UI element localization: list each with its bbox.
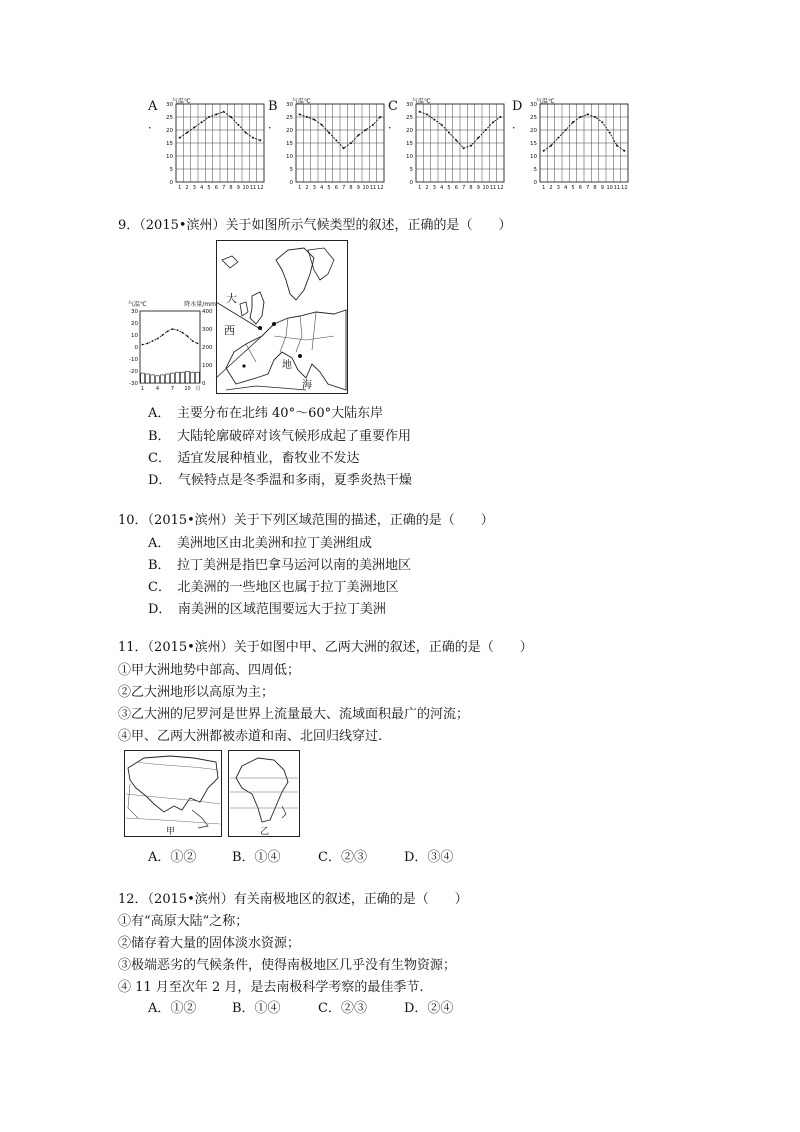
chart-dot: ． (148, 118, 159, 131)
q10-option-c: C． 北美洲的一些地区也属于拉丁美洲地区 (148, 580, 399, 595)
chart-x-tick: 2 (305, 185, 309, 191)
chart-y-tick: 15 (406, 141, 413, 147)
q12-statement-3: ③极端恶劣的气候条件，使得南极地区几乎没有生物资源； (118, 958, 457, 973)
precip-tick: 0 (202, 381, 206, 387)
q12-statement-2: ②储存着大量的固体淡水资源； (118, 936, 301, 951)
chart-x-tick: 10 (362, 185, 369, 191)
q11-option-b: B．①④ (232, 850, 281, 865)
temperature-point (594, 116, 596, 118)
q12-option-a: A．①② (148, 1001, 197, 1016)
temperature-point (365, 129, 367, 131)
chart-x-tick: 1 (178, 185, 182, 191)
temperature-point (177, 329, 179, 331)
temperature-point (463, 147, 465, 149)
temperature-point (601, 121, 603, 123)
chart-y-tick: 0 (169, 180, 173, 186)
chart-x-tick: 8 (229, 185, 233, 191)
chart-y-tick: 10 (286, 154, 293, 160)
precip-bar (181, 372, 185, 383)
precip-tick: 100 (202, 363, 213, 369)
chart-y-tick: 25 (530, 115, 537, 121)
month-tick: 1 (140, 386, 145, 392)
temperature-point (197, 343, 199, 345)
chart-x-tick: 6 (334, 185, 338, 191)
chart-x-tick: 6 (578, 185, 582, 191)
temperature-point (335, 139, 337, 141)
temperature-point (306, 116, 308, 118)
map-label-xi: 西 (224, 324, 235, 337)
precip-tick: 300 (202, 327, 213, 333)
chart-x-tick: 4 (200, 185, 204, 191)
q12-statement-4: ④ 11 月至次年 2 月，是去南极科学考察的最佳季节. (118, 980, 424, 995)
q11-option-c: C．②③ (318, 850, 367, 865)
temperature-point (426, 113, 428, 115)
chart-x-tick: 11 (613, 185, 621, 191)
q12-statement-1: ①有“高原大陆”之称； (118, 914, 249, 929)
temperature-point (157, 338, 159, 340)
q12-option-d: D．②④ (404, 1001, 454, 1016)
chart-y-tick: 5 (533, 167, 537, 173)
precip-bar (191, 372, 195, 383)
chart-x-tick: 2 (549, 185, 553, 191)
temperature-line (143, 329, 198, 345)
temperature-point (192, 340, 194, 342)
chart-x-tick: 9 (356, 185, 360, 191)
chart-y-tick: 15 (530, 141, 537, 147)
temp-tick: 30 (131, 309, 138, 315)
chart-y-tick: 20 (166, 128, 173, 134)
map-label-di: 地 (282, 360, 292, 371)
temperature-point (357, 134, 359, 136)
q9-climate-chart (124, 297, 220, 393)
chart-dot: ． (512, 118, 523, 131)
chart-y-tick: 20 (406, 128, 413, 134)
temperature-point (565, 129, 567, 131)
map-label-hai: 海 (302, 380, 312, 391)
chart-x-tick: 10 (482, 185, 489, 191)
map-label-da: 大 (226, 292, 237, 305)
precip-bar (141, 373, 145, 383)
chart-x-tick: 1 (418, 185, 422, 191)
temperature-point (433, 119, 435, 121)
temperature-point (193, 126, 195, 128)
chart-x-tick: 8 (469, 185, 473, 191)
chart-x-tick: 7 (342, 185, 346, 191)
temperature-point (328, 132, 330, 134)
q9-option-a: A． 主要分布在北纬 40°～60°大陆东岸 (148, 406, 384, 421)
q11-statement-4: ④甲、乙两大洲都被赤道和南、北回归线穿过. (118, 729, 383, 744)
chart-x-tick: 3 (556, 185, 560, 191)
chart-y-tick: 5 (409, 167, 413, 173)
precip-bar (156, 376, 160, 383)
temperature-point (448, 132, 450, 134)
precip-tick: 200 (202, 345, 213, 351)
chart-x-tick: 9 (476, 185, 480, 191)
temp-tick: -20 (129, 369, 138, 375)
climate-charts-svg (140, 96, 780, 196)
temperature-point (172, 328, 174, 330)
chart-x-tick: 4 (440, 185, 444, 191)
chart-x-tick: 3 (312, 185, 316, 191)
q10-stem: 10．（2015•滨州）关于下列区域范围的描述，正确的是（ ） (118, 513, 494, 528)
chart-dot: ． (268, 118, 279, 131)
chart-y-tick: 10 (406, 154, 413, 160)
continent-maps-svg (124, 748, 300, 840)
q11-statement-1: ①甲大洲地势中部高、四周低； (118, 663, 301, 678)
chart-x-tick: 11 (369, 185, 377, 191)
chart-x-tick: 8 (593, 185, 597, 191)
chart-x-tick: 3 (432, 185, 436, 191)
q9-stem: 9．（2015•滨州）关于如图所示气候类型的叙述，正确的是（ ） (118, 218, 512, 233)
precip-axis-title: 降水量/mm (184, 301, 216, 308)
chart-letter-D: D (512, 99, 523, 114)
chart-x-tick: 12 (257, 185, 264, 191)
month-tick: 10 (184, 386, 191, 392)
temperature-point (215, 113, 217, 115)
chart-x-tick: 7 (586, 185, 590, 191)
chart-dot: ． (388, 118, 399, 131)
chart-axis-title: 气温℃ (172, 98, 191, 105)
chart-x-tick: 6 (214, 185, 218, 191)
chart-x-tick: 11 (249, 185, 257, 191)
chart-y-tick: 0 (409, 180, 413, 186)
temperature-point (259, 139, 261, 141)
precip-bar (186, 371, 190, 383)
chart-y-tick: 20 (530, 128, 537, 134)
chart-x-tick: 5 (447, 185, 451, 191)
chart-x-tick: 10 (242, 185, 249, 191)
chart-x-tick: 12 (621, 185, 628, 191)
chart-y-tick: 25 (286, 115, 293, 121)
temperature-point (543, 150, 545, 152)
chart-x-tick: 4 (564, 185, 568, 191)
temperature-point (623, 150, 625, 152)
temperature-point (441, 124, 443, 126)
q12-option-c: C．②③ (318, 1001, 367, 1016)
q9-connector-lines (214, 300, 264, 380)
precip-bar (161, 375, 165, 383)
temperature-point (208, 116, 210, 118)
chart-x-tick: 1 (542, 185, 546, 191)
temperature-point (485, 129, 487, 131)
chart-y-tick: 30 (530, 102, 537, 108)
temp-axis-title: 气温℃ (128, 301, 147, 308)
precip-bar (176, 372, 180, 383)
chart-x-tick: 9 (236, 185, 240, 191)
chart-y-tick: 0 (289, 180, 293, 186)
temperature-point (313, 119, 315, 121)
temperature-point (186, 132, 188, 134)
chart-x-tick: 6 (454, 185, 458, 191)
chart-x-tick: 9 (600, 185, 604, 191)
chart-y-tick: 20 (286, 128, 293, 134)
temperature-point (167, 331, 169, 333)
temperature-point (550, 145, 552, 147)
temperature-point (162, 334, 164, 336)
chart-y-tick: 30 (166, 102, 173, 108)
month-tick: 4 (155, 386, 160, 392)
precip-bar (171, 373, 175, 383)
chart-x-tick: 2 (425, 185, 429, 191)
month-tick: 7 (170, 386, 175, 392)
temperature-point (379, 116, 381, 118)
q11-statement-2: ②乙大洲地形以高原为主； (118, 685, 275, 700)
month-tick: 月 (195, 386, 201, 392)
temperature-point (557, 137, 559, 139)
q11-option-a: A．①② (148, 850, 197, 865)
temperature-point (343, 147, 345, 149)
chart-letter-B: B (268, 99, 278, 114)
temperature-point (223, 111, 225, 113)
temp-tick: -30 (129, 381, 138, 387)
temp-tick: 0 (134, 345, 138, 351)
precip-bar (196, 372, 200, 383)
chart-x-tick: 10 (606, 185, 613, 191)
chart-axis-title: 气温℃ (412, 98, 431, 105)
chart-x-tick: 1 (298, 185, 302, 191)
temperature-point (499, 116, 501, 118)
temperature-point (609, 132, 611, 134)
temperature-point (455, 139, 457, 141)
map-label-yi: 乙 (260, 827, 270, 837)
temperature-point (350, 142, 352, 144)
q10-option-a: A． 美洲地区由北美洲和拉丁美洲组成 (148, 536, 372, 551)
chart-y-tick: 5 (289, 167, 293, 173)
q11-option-d: D．③④ (404, 850, 454, 865)
chart-x-tick: 12 (497, 185, 504, 191)
temperature-point (572, 121, 574, 123)
chart-y-tick: 25 (166, 115, 173, 121)
temperature-point (230, 116, 232, 118)
temperature-point (372, 124, 374, 126)
chart-x-tick: 4 (320, 185, 324, 191)
temperature-point (187, 335, 189, 337)
q11-continent-maps (124, 748, 300, 840)
temp-tick: -10 (129, 357, 138, 363)
temperature-point (179, 137, 181, 139)
q9-option-b: B． 大陆轮廓破碎对该气候形成起了重要作用 (148, 429, 412, 444)
precip-tick: 400 (202, 309, 213, 315)
q11-stem: 11．（2015•滨州）关于如图中甲、乙两大洲的叙述，正确的是（ ） (118, 640, 533, 655)
chart-axis-title: 气温℃ (536, 98, 555, 105)
q12-option-b: B．①④ (232, 1001, 281, 1016)
temperature-point (477, 137, 479, 139)
chart-y-tick: 5 (169, 167, 173, 173)
chart-x-tick: 7 (222, 185, 226, 191)
temperature-point (321, 124, 323, 126)
temperature-point (142, 344, 144, 346)
chart-y-tick: 30 (406, 102, 413, 108)
chart-x-tick: 8 (349, 185, 353, 191)
temperature-point (419, 111, 421, 113)
temperature-point (470, 145, 472, 147)
chart-letter-C: C (388, 99, 398, 114)
temperature-point (579, 116, 581, 118)
temperature-point (252, 137, 254, 139)
chart-x-tick: 2 (185, 185, 189, 191)
chart-x-tick: 5 (571, 185, 575, 191)
temp-tick: 20 (131, 321, 138, 327)
temperature-point (237, 124, 239, 126)
q9-option-c: C． 适宜发展种植业，畜牧业不发达 (148, 451, 360, 466)
q10-option-d: D． 南美洲的区域范围要远大于拉丁美洲 (148, 602, 386, 617)
chart-axis-title: 气温℃ (292, 98, 311, 105)
top-climate-charts (140, 96, 780, 196)
chart-x-tick: 11 (489, 185, 497, 191)
q10-option-b: B． 拉丁美洲是指巴拿马运河以南的美洲地区 (148, 558, 412, 573)
temperature-point (299, 113, 301, 115)
temperature-point (182, 332, 184, 334)
precip-bar (166, 374, 170, 383)
temperature-point (245, 132, 247, 134)
q9-option-d: D． 气候特点是冬季温和多雨，夏季炎热干燥 (148, 473, 412, 488)
chart-y-tick: 25 (406, 115, 413, 121)
temperature-point (587, 113, 589, 115)
temperature-point (147, 343, 149, 345)
q9-climate-chart-svg (124, 297, 220, 393)
temperature-point (152, 340, 154, 342)
map-label-jia: 甲 (166, 827, 176, 837)
chart-letter-A: A (148, 99, 158, 114)
temperature-point (616, 145, 618, 147)
q12-stem: 12．（2015•滨州）有关南极地区的叙述，正确的是（ ） (118, 892, 468, 907)
chart-x-tick: 5 (207, 185, 211, 191)
chart-y-tick: 15 (286, 141, 293, 147)
temperature-point (201, 121, 203, 123)
chart-x-tick: 12 (377, 185, 384, 191)
q11-statement-3: ③乙大洲的尼罗河是世界上流量最大、流域面积最广的河流； (118, 707, 470, 722)
temp-tick: 10 (131, 333, 138, 339)
chart-y-tick: 0 (533, 180, 537, 186)
chart-x-tick: 7 (462, 185, 466, 191)
chart-y-tick: 10 (166, 154, 173, 160)
chart-y-tick: 10 (530, 154, 537, 160)
precip-bar (146, 374, 150, 383)
precip-bar (151, 375, 155, 383)
chart-y-tick: 30 (286, 102, 293, 108)
chart-x-tick: 5 (327, 185, 331, 191)
chart-y-tick: 15 (166, 141, 173, 147)
temperature-point (492, 121, 494, 123)
chart-x-tick: 3 (192, 185, 196, 191)
